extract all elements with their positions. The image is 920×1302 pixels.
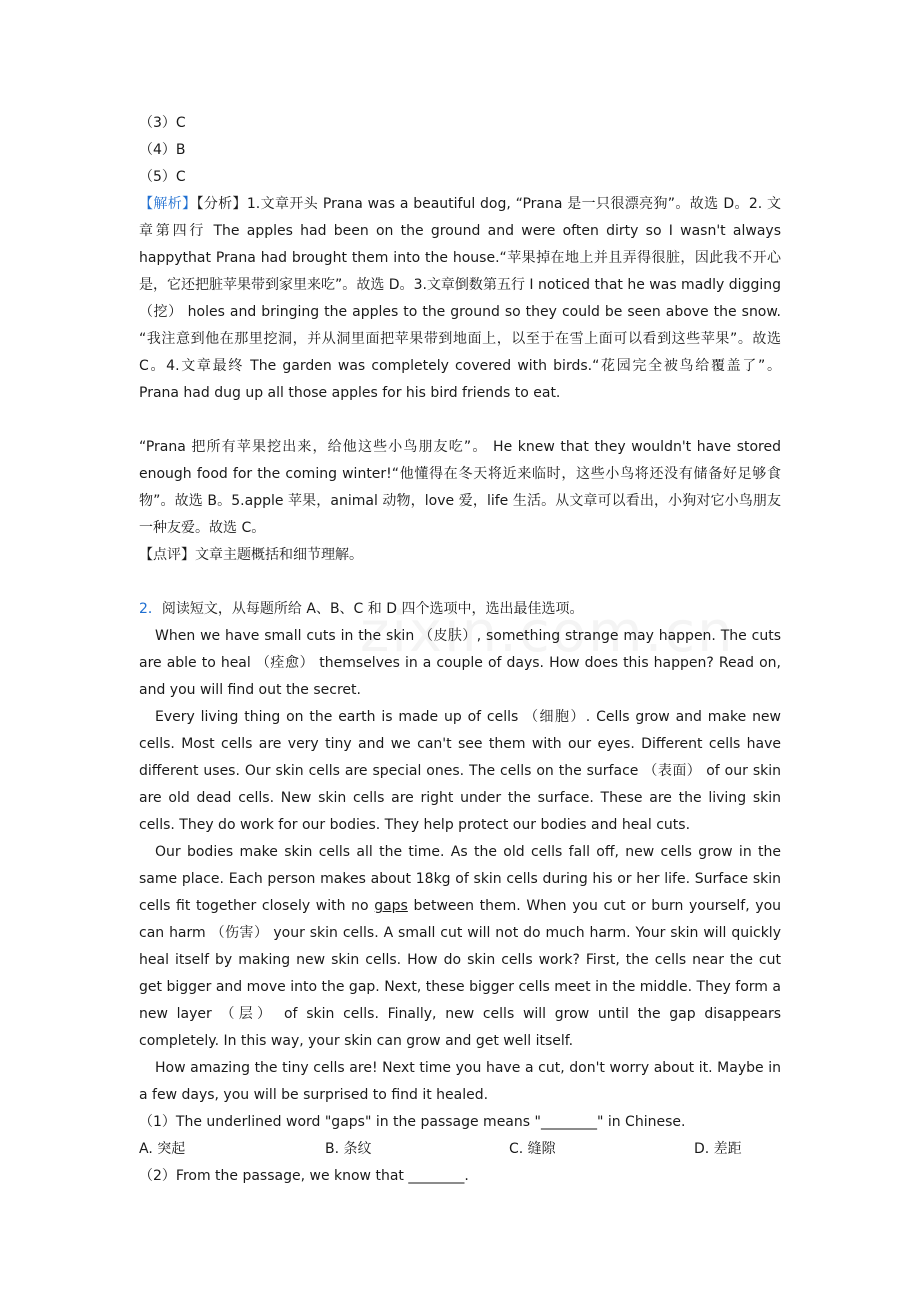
question-2-heading	[139, 596, 781, 623]
spacer	[139, 569, 781, 596]
options-row	[139, 1136, 781, 1163]
option-b[interactable]: B. 条纹	[325, 1141, 372, 1157]
option-d[interactable]: D. 差距	[694, 1141, 742, 1157]
answer-4: （4）B	[139, 142, 186, 158]
question-number: 2．	[139, 601, 162, 617]
analysis-paragraph	[139, 191, 781, 407]
spacer	[139, 407, 781, 434]
comment: 【点评】文章主题概括和细节理解。	[139, 547, 363, 563]
sub-question-2: （2）From the passage, we know that ________.	[139, 1168, 469, 1184]
question-instruction: 阅读短文，从每题所给 A、B、C 和 D 四个选项中，选出最佳选项。	[161, 601, 584, 617]
passage-paragraph-1: When we have small cuts in the skin （皮肤）, something strange may happen. The cuts are able to heal （痊愈） themselves in a couple of days. How does this happen? Read on, and you will find out the secret.	[139, 628, 781, 698]
sub-question-1: （1）The underlined word "gaps" in the passage means "________" in Chinese.	[139, 1114, 686, 1130]
passage-paragraph-2: Every living thing on the earth is made up of cells （细胞）. Cells grow and make new cells. Most cells are very tiny and we can't see them with our eyes. Different cells have different uses. Our skin cells are special ones. The cells on the surface （表面） of our skin are old dead cells. New skin cells are right under the surface. These are the living skin cells. They do work for our bodies. They help protect our bodies and heal cuts.	[139, 709, 781, 833]
analysis-text: 【分析】1.文章开头 Prana was a beautiful dog, “Prana 是一只很漂亮狗”。故选 D。2. 文章第四行 The apples had been on the ground and were often dirty so I wasn't always happythat Prana had brought them into the house.“苹果掉在地上并且弄得很脏，因此我不开心是，它还把脏苹果带到家里来吃”。故选 D。3.文章倒数第五行 I noticed that he was madly digging（挖） holes and bringing the apples to the ground so they could be seen above the snow. “我注意到他在那里挖洞，并从洞里面把苹果带到地面上，以至于在雪上面可以看到这些苹果”。故选 C。4.文章最终 The garden was completely covered with birds.“花园完全被鸟给覆盖了”。 Prana had dug up all those apples for his bird friends to eat.	[139, 196, 781, 401]
option-a[interactable]: A. 突起	[139, 1141, 186, 1157]
passage-paragraph-3: Our bodies make skin cells all the time. As the old cells fall off, new cells grow in the same place. Each person makes about 18kg of skin cells during his or her life. Surface skin cells fit together closely with no gaps between them. When you cut or burn yourself, you can harm （伤害） your skin cells. A small cut will not do much harm. Your skin will quickly heal itself by making new skin cells. How do skin cells work? First, the cells near the cut get bigger and move into the gap. Next, these bigger cells meet in the middle. They form a new layer （层） of skin cells. Finally, new cells will grow until the gap disappears completely. In this way, your skin can grow and get well itself.	[139, 844, 782, 1049]
answer-5: （5）C	[139, 169, 186, 185]
underlined-word: gaps	[374, 898, 408, 914]
analysis-paragraph-2: “Prana 把所有苹果挖出来，给他这些小鸟朋友吃”。 He knew that they wouldn't have stored enough food for the coming winter!“他懂得在冬天将近来临时，这些小鸟将还没有储备好足够食物”。故选 B。5.apple 苹果，animal 动物，love 爱，life 生活。从文章可以看出，小狗对它小鸟朋友一种友爱。故选 C。	[139, 439, 781, 536]
answer-3: （3）C	[139, 115, 186, 131]
option-c[interactable]: C. 缝隙	[509, 1141, 556, 1157]
passage-paragraph-4: How amazing the tiny cells are! Next time you have a cut, don't worry about it. Maybe in a few days, you will be surprised to find it healed.	[139, 1060, 781, 1103]
document-page	[139, 110, 781, 1190]
analysis-tag: 【解析】	[139, 196, 197, 212]
